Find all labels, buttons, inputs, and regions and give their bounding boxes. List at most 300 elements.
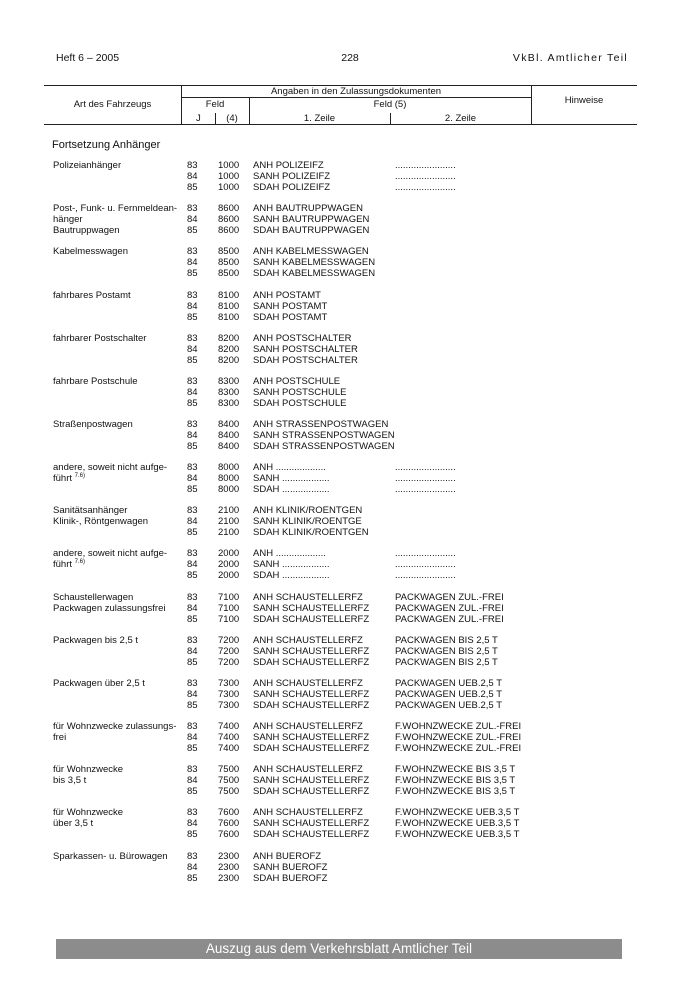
table-row [0, 874, 700, 885]
cell-text: PACKWAGEN UEB.2,5 T [395, 699, 502, 711]
cell-text: 2000 [218, 548, 240, 559]
cell-text: 8000 [218, 483, 240, 495]
cell-text: für Wohnzwecke [53, 764, 124, 775]
cell-text: 8600 [218, 203, 240, 214]
cell-art [53, 733, 66, 744]
cell-text: 7300 [218, 678, 240, 689]
cell-text: 7300 [218, 699, 240, 711]
cell-j [187, 442, 198, 453]
cell-text: 2000 [218, 569, 240, 581]
cell-text: ....................... [395, 462, 456, 473]
cell-text: SANH SCHAUSTELLERFZ [253, 602, 370, 614]
cell-text: 83 [187, 721, 198, 732]
cell-text: ....................... [395, 569, 456, 581]
cell-n [218, 226, 239, 237]
cell-text: 7500 [218, 764, 240, 775]
cell-text: 8600 [218, 224, 240, 236]
cell-n [218, 744, 239, 755]
table-row [0, 701, 700, 712]
section-title: Fortsetzung Anhänger [52, 139, 161, 151]
entry-group [0, 463, 700, 495]
table-row [0, 269, 700, 280]
cell-text: 83 [187, 851, 198, 862]
cell-text: 83 [187, 419, 198, 430]
cell-text: ....................... [395, 483, 456, 495]
table-header [44, 85, 637, 125]
footnote-ref: 7.6) [74, 558, 85, 565]
cell-text: 8100 [218, 290, 240, 301]
cell-text: 83 [187, 160, 198, 171]
cell-n [218, 787, 239, 798]
cell-text: hänger [53, 213, 83, 225]
cell-text: SDAH POSTSCHULE [253, 397, 347, 409]
cell-n [218, 615, 239, 626]
cell-text: 83 [187, 548, 198, 559]
cell-text: F.WOHNZWECKE BIS 3,5 T [395, 764, 516, 775]
cell-text: 83 [187, 678, 198, 689]
cell-text: Post-, Funk- u. Fernmeldean- [53, 203, 178, 214]
entry-group [0, 377, 700, 409]
cell-text: SDAH BAUTRUPPWAGEN [253, 224, 370, 236]
cell-text: 2300 [218, 872, 240, 884]
cell-text: F.WOHNZWECKE ZUL.-FREI [395, 742, 522, 754]
cell-text: SANH BAUTRUPPWAGEN [253, 213, 370, 225]
cell-z2 [395, 571, 456, 582]
cell-z1 [253, 442, 395, 453]
cell-text: F.WOHNZWECKE UEB.3,5 T [395, 807, 520, 818]
cell-text: SANH KLINIK/ROENTGE [253, 515, 362, 527]
cell-text: 2100 [218, 515, 240, 527]
cell-text: SDAH POLIZEIFZ [253, 181, 331, 193]
cell-text: SDAH .................. [253, 483, 330, 495]
cell-text: 8300 [218, 397, 240, 409]
cell-text: ANH ................... [253, 462, 326, 473]
cell-z1 [253, 658, 369, 669]
cell-text: 7100 [218, 602, 240, 614]
cell-text: 84 [187, 256, 198, 268]
cell-text: Schaustellerwagen [53, 592, 134, 603]
table-row [0, 442, 700, 453]
cell-art [53, 377, 138, 388]
cell-text: 1000 [218, 160, 240, 171]
cell-z1 [253, 269, 375, 280]
cell-z1 [253, 830, 369, 841]
cell-text: 83 [187, 807, 198, 818]
cell-text: Packwagen zulassungsfrei [53, 602, 166, 614]
cell-z1 [253, 701, 369, 712]
cell-z2 [395, 830, 519, 841]
header-publication: VkBl. Amtlicher Teil [512, 52, 628, 64]
cell-z2 [395, 183, 456, 194]
cell-art [53, 420, 133, 431]
cell-text: 8000 [218, 472, 240, 484]
cell-text: 84 [187, 558, 198, 570]
cell-text: 7200 [218, 656, 240, 668]
cell-text: SDAH SCHAUSTELLERFZ [253, 742, 370, 754]
table-row [0, 226, 700, 237]
cell-text: 84 [187, 645, 198, 657]
cell-text: 7300 [218, 688, 240, 700]
cell-text: SANH STRASSENPOSTWAGEN [253, 429, 395, 441]
cell-text: SDAH SCHAUSTELLERFZ [253, 828, 370, 840]
page-number: 228 [341, 52, 359, 64]
cell-j [187, 615, 198, 626]
entry-group [0, 420, 700, 452]
cell-z2 [395, 787, 515, 798]
cell-art [53, 247, 128, 258]
cell-text: SANH SCHAUSTELLERFZ [253, 731, 370, 743]
cell-text: SANH KABELMESSWAGEN [253, 256, 376, 268]
cell-text: SANH POSTSCHULE [253, 386, 347, 398]
cell-text: 8300 [218, 386, 240, 398]
cell-j [187, 874, 198, 885]
cell-text: 85 [187, 354, 198, 366]
cell-text: 8100 [218, 300, 240, 312]
cell-text: PACKWAGEN ZUL.-FREI [395, 602, 504, 614]
cell-text: PACKWAGEN BIS 2,5 T [395, 645, 498, 657]
cell-z2 [395, 658, 498, 669]
cell-j [187, 830, 198, 841]
cell-text: 7100 [218, 592, 240, 603]
cell-art [53, 334, 146, 345]
cell-text: 7400 [218, 742, 240, 754]
cell-text: 8400 [218, 440, 240, 452]
cell-z1 [253, 356, 358, 367]
cell-text: andere, soweit nicht aufge- [53, 548, 168, 559]
table-row [0, 161, 700, 172]
cell-j [187, 571, 198, 582]
cell-text: ANH SCHAUSTELLERFZ [253, 721, 363, 732]
cell-text: SANH POLIZEIFZ [253, 170, 331, 182]
cell-text: ....................... [395, 472, 456, 484]
entry-group [0, 549, 700, 581]
cell-text: PACKWAGEN BIS 2,5 T [395, 635, 498, 646]
cell-text: F.WOHNZWECKE UEB.3,5 T [395, 817, 520, 829]
cell-text: ANH SCHAUSTELLERFZ [253, 678, 363, 689]
cell-j [187, 787, 198, 798]
cell-z2 [395, 485, 456, 496]
cell-j [187, 356, 198, 367]
cell-text: Klinik-, Röntgenwagen [53, 515, 149, 527]
table-row [0, 615, 700, 626]
table-row [0, 388, 700, 399]
cell-text: 85 [187, 656, 198, 668]
cell-n [218, 830, 239, 841]
cell-n [218, 442, 239, 453]
column-header-feld5: Feld (5) [373, 99, 407, 110]
cell-n [218, 485, 239, 496]
column-header-feld: Feld [205, 99, 225, 110]
table-row [0, 399, 700, 410]
table-row [0, 852, 700, 863]
cell-text: über 3,5 t [53, 817, 94, 829]
cell-text: 8500 [218, 267, 240, 279]
entry-group [0, 636, 700, 668]
cell-text: führt [53, 472, 73, 484]
entry-group [0, 679, 700, 711]
cell-text: 85 [187, 224, 198, 236]
entry-group [0, 852, 700, 884]
cell-text: 83 [187, 505, 198, 516]
cell-text: ANH BAUTRUPPWAGEN [253, 203, 363, 214]
cell-text: SANH SCHAUSTELLERFZ [253, 774, 370, 786]
cell-text: 8600 [218, 213, 240, 225]
cell-text: SDAH STRASSENPOSTWAGEN [253, 440, 395, 452]
cell-text: Kabelmesswagen [53, 246, 128, 257]
cell-j [187, 269, 198, 280]
cell-text: Packwagen bis 2,5 t [53, 635, 139, 646]
cell-text: 7600 [218, 828, 240, 840]
table-row [0, 291, 700, 302]
cell-text: ANH POSTSCHALTER [253, 333, 352, 344]
cell-text: PACKWAGEN ZUL.-FREI [395, 613, 504, 625]
entry-group [0, 593, 700, 625]
cell-n [218, 571, 239, 582]
cell-text: 8300 [218, 376, 240, 387]
cell-text: SDAH POSTSCHALTER [253, 354, 358, 366]
cell-art [53, 604, 165, 615]
cell-z1 [253, 183, 330, 194]
cell-text: für Wohnzwecke zulassungs- [53, 721, 177, 732]
cell-text: 7500 [218, 785, 240, 797]
cell-text: SDAH SCHAUSTELLERFZ [253, 699, 370, 711]
cell-text: 83 [187, 462, 198, 473]
cell-text: 8500 [218, 256, 240, 268]
table-row [0, 571, 700, 582]
cell-j [187, 226, 198, 237]
cell-text: F.WOHNZWECKE ZUL.-FREI [395, 731, 522, 743]
cell-art [53, 226, 120, 237]
entry-group [0, 506, 700, 538]
cell-z2 [395, 615, 504, 626]
cell-text: frei [53, 731, 67, 743]
cell-text: 7400 [218, 731, 240, 743]
table-row [0, 474, 700, 485]
table-row [0, 172, 700, 183]
cell-text: 84 [187, 343, 198, 355]
cell-text: 83 [187, 333, 198, 344]
cell-text: 85 [187, 613, 198, 625]
cell-text: 84 [187, 386, 198, 398]
cell-text: 85 [187, 440, 198, 452]
table-row [0, 863, 700, 874]
cell-j [187, 399, 198, 410]
cell-z1 [253, 226, 369, 237]
cell-text: 7200 [218, 635, 240, 646]
cell-text: Bautruppwagen [53, 224, 120, 236]
table-row [0, 313, 700, 324]
cell-j [187, 744, 198, 755]
cell-text: 2100 [218, 526, 240, 538]
cell-text: SDAH SCHAUSTELLERFZ [253, 656, 370, 668]
cell-text: ANH POSTSCHULE [253, 376, 341, 387]
cell-n [218, 269, 239, 280]
table-row [0, 356, 700, 367]
cell-text: PACKWAGEN UEB.2,5 T [395, 688, 502, 700]
cell-z1 [253, 787, 369, 798]
cell-n [218, 528, 239, 539]
column-header-angaben: Angaben in den Zulassungsdokumenten [270, 86, 442, 97]
divider [181, 97, 531, 98]
column-header-zeile1: 1. Zeile [303, 113, 336, 124]
column-header-j: J [196, 113, 201, 124]
cell-text: 2300 [218, 861, 240, 873]
cell-art [53, 819, 93, 830]
cell-text: ANH KLINIK/ROENTGEN [253, 505, 363, 516]
cell-j [187, 701, 198, 712]
cell-text: F.WOHNZWECKE ZUL.-FREI [395, 721, 522, 732]
cell-text: SDAH POSTAMT [253, 311, 328, 323]
cell-text: ANH BUEROFZ [253, 851, 322, 862]
cell-text: SANH .................. [253, 558, 330, 570]
cell-text: bis 3,5 t [53, 774, 87, 786]
entry-group [0, 808, 700, 840]
cell-text: 85 [187, 181, 198, 193]
cell-text: 83 [187, 290, 198, 301]
cell-text: ANH ................... [253, 548, 326, 559]
cell-text: 8500 [218, 246, 240, 257]
cell-text: fahrbares Postamt [53, 290, 131, 301]
cell-text: 8400 [218, 419, 240, 430]
entry-group [0, 765, 700, 797]
cell-text: 7600 [218, 817, 240, 829]
cell-text: 84 [187, 472, 198, 484]
cell-n [218, 701, 239, 712]
entry-group [0, 334, 700, 366]
cell-j [187, 183, 198, 194]
cell-text: ANH POLIZEIFZ [253, 160, 324, 171]
cell-text: 7100 [218, 613, 240, 625]
entry-group [0, 247, 700, 279]
cell-n [218, 874, 239, 885]
cell-text: 8400 [218, 429, 240, 441]
cell-art [53, 636, 138, 647]
cell-art [53, 776, 86, 787]
cell-text: Packwagen über 2,5 t [53, 678, 145, 689]
column-header-zeile2: 2. Zeile [444, 113, 477, 124]
cell-text: 85 [187, 483, 198, 495]
cell-text: 85 [187, 267, 198, 279]
table-row [0, 528, 700, 539]
cell-text: SANH POSTAMT [253, 300, 328, 312]
entry-group [0, 722, 700, 754]
cell-z1 [253, 744, 369, 755]
cell-text: SDAH SCHAUSTELLERFZ [253, 613, 370, 625]
cell-text: 2300 [218, 851, 240, 862]
cell-text: SDAH BUEROFZ [253, 872, 328, 884]
cell-art [53, 722, 176, 733]
cell-text: fahrbare Postschule [53, 376, 138, 387]
cell-text: PACKWAGEN UEB.2,5 T [395, 678, 502, 689]
cell-text: führt [53, 558, 73, 570]
cell-text: F.WOHNZWECKE UEB.3,5 T [395, 828, 520, 840]
cell-text: SANH SCHAUSTELLERFZ [253, 645, 370, 657]
cell-text: PACKWAGEN BIS 2,5 T [395, 656, 498, 668]
cell-text: SDAH KABELMESSWAGEN [253, 267, 376, 279]
cell-text: 85 [187, 397, 198, 409]
cell-text: 85 [187, 569, 198, 581]
column-header-art: Art des Fahrzeugs [73, 99, 152, 110]
footnote-ref: 7.6) [74, 472, 85, 479]
table-row [0, 183, 700, 194]
table-row [0, 830, 700, 841]
cell-n [218, 658, 239, 669]
cell-text: PACKWAGEN ZUL.-FREI [395, 592, 504, 603]
cell-text: 83 [187, 246, 198, 257]
cell-text: 83 [187, 635, 198, 646]
cell-text: 83 [187, 203, 198, 214]
cell-z2 [395, 701, 502, 712]
cell-text: 84 [187, 515, 198, 527]
cell-n [218, 356, 239, 367]
cell-text: für Wohnzwecke [53, 807, 124, 818]
cell-text: ANH SCHAUSTELLERFZ [253, 635, 363, 646]
cell-art [53, 679, 145, 690]
cell-text: SDAH KLINIK/ROENTGEN [253, 526, 369, 538]
footer-banner: Auszug aus dem Verkehrsblatt Amtlicher Teil [56, 939, 622, 959]
cell-art [53, 474, 85, 485]
cell-z1 [253, 528, 369, 539]
cell-text: 8100 [218, 311, 240, 323]
cell-text: F.WOHNZWECKE BIS 3,5 T [395, 785, 516, 797]
cell-text: 1000 [218, 181, 240, 193]
cell-text: SDAH .................. [253, 569, 330, 581]
cell-text: ANH SCHAUSTELLERFZ [253, 807, 363, 818]
cell-n [218, 399, 239, 410]
cell-text: SANH .................. [253, 472, 330, 484]
cell-text: 7400 [218, 721, 240, 732]
cell-text: 84 [187, 170, 198, 182]
cell-text: Straßenpostwagen [53, 419, 133, 430]
cell-text: 7200 [218, 645, 240, 657]
column-header-4: (4) [226, 113, 238, 124]
cell-art [53, 517, 148, 528]
cell-text: SANH BUEROFZ [253, 861, 328, 873]
cell-text: 85 [187, 742, 198, 754]
cell-text: ANH SCHAUSTELLERFZ [253, 764, 363, 775]
cell-text: ANH KABELMESSWAGEN [253, 246, 369, 257]
table-row [0, 658, 700, 669]
cell-text: 8000 [218, 462, 240, 473]
cell-text: ....................... [395, 558, 456, 570]
cell-text: 84 [187, 688, 198, 700]
cell-text: 84 [187, 602, 198, 614]
cell-text: SANH SCHAUSTELLERFZ [253, 688, 370, 700]
cell-text: ....................... [395, 170, 456, 182]
cell-z1 [253, 399, 346, 410]
cell-j [187, 313, 198, 324]
cell-text: 84 [187, 774, 198, 786]
cell-z1 [253, 313, 327, 324]
cell-j [187, 528, 198, 539]
cell-art [53, 560, 85, 571]
cell-text: 1000 [218, 170, 240, 182]
cell-text: 85 [187, 785, 198, 797]
cell-text: 84 [187, 429, 198, 441]
table-row [0, 744, 700, 755]
cell-z1 [253, 571, 330, 582]
cell-text: SANH POSTSCHALTER [253, 343, 358, 355]
column-header-hinweise: Hinweise [564, 95, 604, 106]
cell-text: ....................... [395, 160, 456, 171]
cell-text: 83 [187, 592, 198, 603]
table-row [0, 549, 700, 560]
cell-text: ANH STRASSENPOSTWAGEN [253, 419, 389, 430]
cell-text: 83 [187, 764, 198, 775]
cell-text: 7500 [218, 774, 240, 786]
cell-text: 85 [187, 311, 198, 323]
cell-text: 2100 [218, 505, 240, 516]
